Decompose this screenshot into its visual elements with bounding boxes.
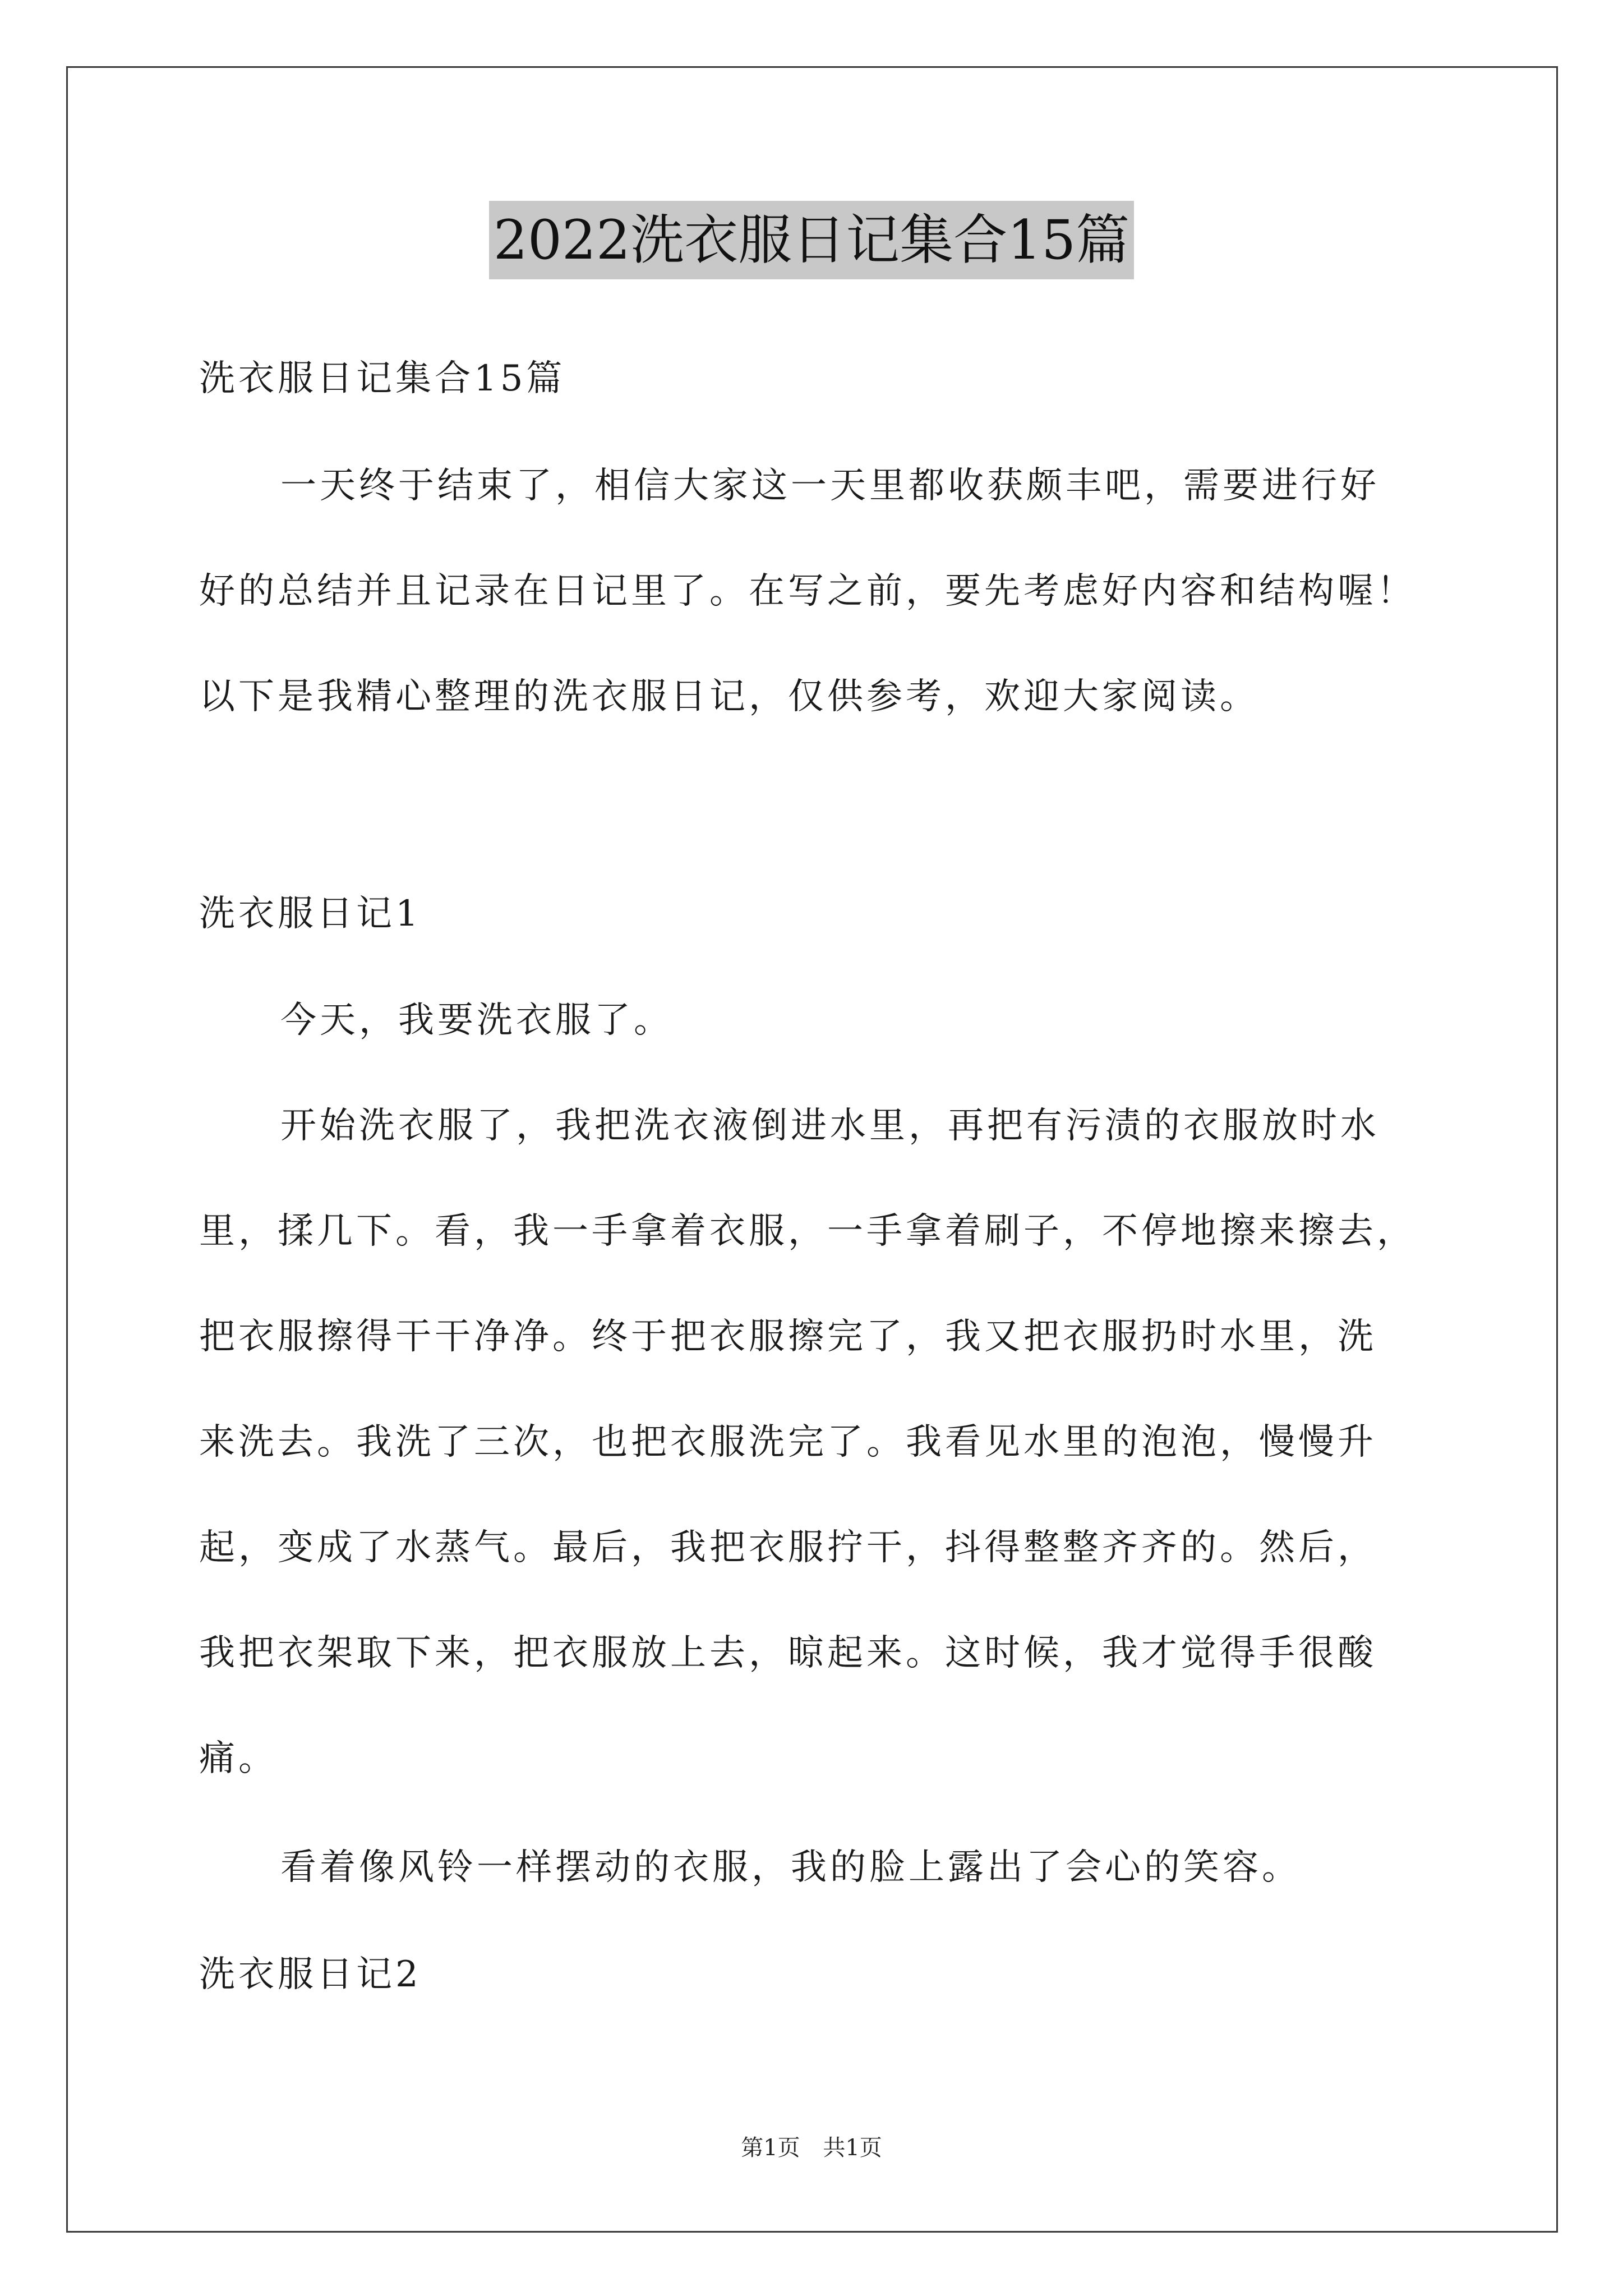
page-footer (0, 2131, 1623, 2165)
section1-p2-line-4: 来洗去。我洗了三次，也把衣服洗完了。我看见水里的泡泡，慢慢升 (199, 1421, 1377, 1463)
section-heading-1: 洗衣服日记1 (199, 893, 422, 935)
document-title: 2022洗衣服日记集合15篇 (489, 201, 1134, 279)
page-number-total: 共1页 (823, 2135, 882, 2161)
section1-paragraph-1: 今天，我要洗衣服了。 (280, 1000, 673, 1041)
title-container (0, 201, 1623, 279)
intro-line-3: 以下是我精心整理的洗衣服日记，仅供参考，欢迎大家阅读。 (199, 676, 1259, 717)
section1-p2-line-3: 把衣服擦得干干净净。终于把衣服擦完了，我又把衣服扔时水里，洗 (199, 1316, 1377, 1358)
section1-paragraph-3: 看着像风铃一样摆动的衣服，我的脸上露出了会心的笑容。 (280, 1847, 1301, 1888)
section1-p2-line-5: 起，变成了水蒸气。最后，我把衣服拧干，抖得整整齐齐的。然后， (199, 1527, 1377, 1568)
page-number-current: 第1页 (741, 2135, 800, 2161)
section1-p2-line-2: 里，揉几下。看，我一手拿着衣服，一手拿着刷子，不停地擦来擦去， (199, 1211, 1416, 1252)
intro-line-1: 一天终于结束了，相信大家这一天里都收获颇丰吧，需要进行好 (280, 465, 1380, 507)
intro-line-2: 好的总结并且记录在日记里了。在写之前，要先考虑好内容和结构喔！ (199, 570, 1416, 612)
document-subtitle: 洗衣服日记集合15篇 (199, 358, 566, 399)
section1-p2-line-7: 痛。 (199, 1738, 278, 1779)
section-heading-2: 洗衣服日记2 (199, 1954, 422, 1995)
section1-p2-line-1: 开始洗衣服了，我把洗衣液倒进水里，再把有污渍的衣服放时水 (280, 1105, 1380, 1147)
section1-p2-line-6: 我把衣架取下来，把衣服放上去，晾起来。这时候，我才觉得手很酸 (199, 1632, 1377, 1674)
